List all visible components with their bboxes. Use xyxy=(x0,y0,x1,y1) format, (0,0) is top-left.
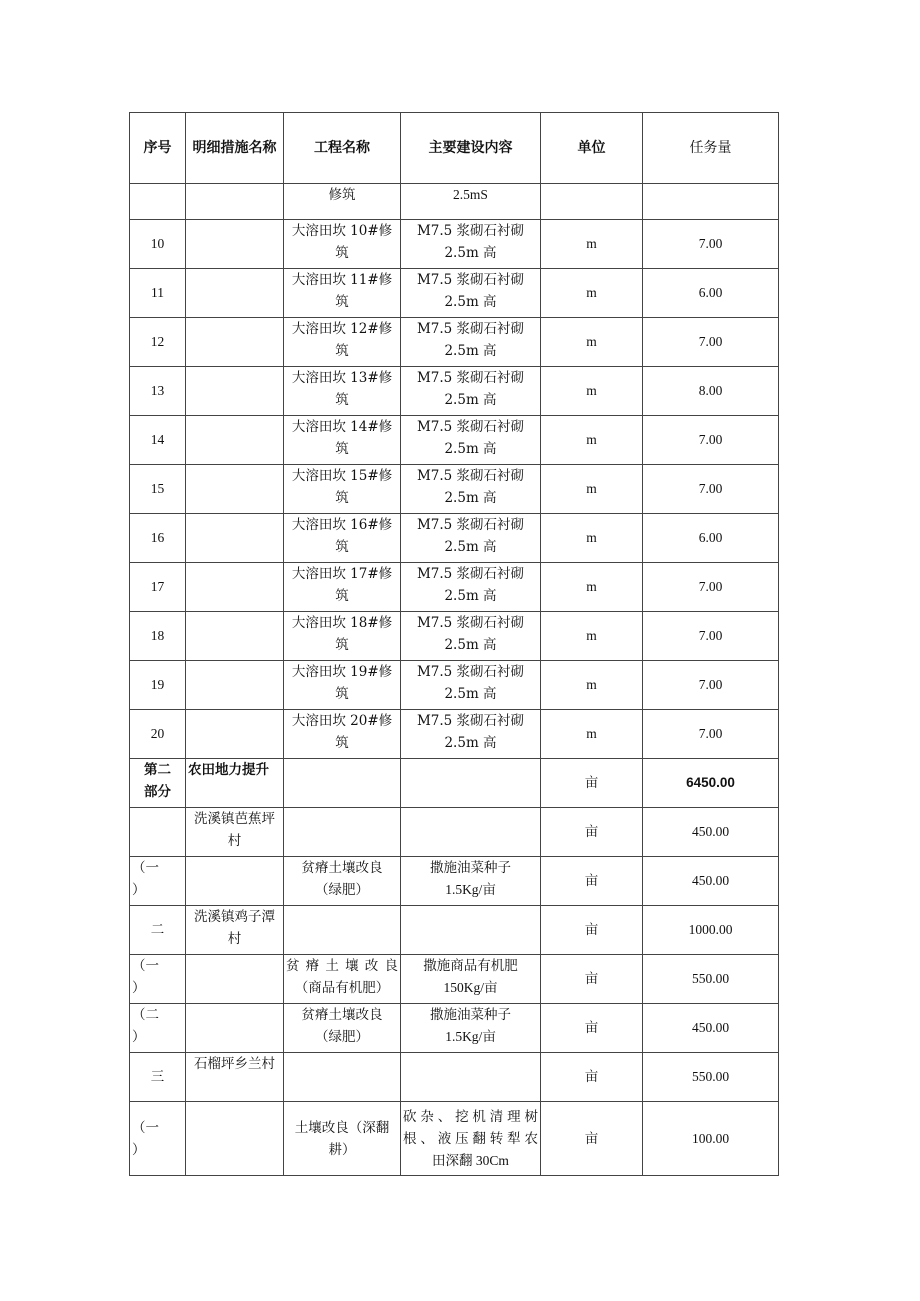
header-cell-no: 序号 xyxy=(130,113,186,184)
build-content: M7.5 浆砌石衬砌 2.5m 高 xyxy=(401,661,541,710)
row-number: （一 ） xyxy=(130,955,186,1004)
build-content: 撒施商品有机肥 150Kg/亩 xyxy=(401,955,541,1004)
project-name: 大溶田坎 11#修 筑 xyxy=(284,269,401,318)
row-number: 14 xyxy=(130,416,186,465)
build-content: M7.5 浆砌石衬砌 2.5m 高 xyxy=(401,416,541,465)
measure-name: 农田地力提升 xyxy=(186,759,284,808)
build-content: 撒施油菜种子 1.5Kg/亩 xyxy=(401,1004,541,1053)
quantity: 7.00 xyxy=(643,416,779,465)
header-cell-content: 主要建设内容 xyxy=(401,113,541,184)
row-number: （一 ） xyxy=(130,857,186,906)
table-row-village-1-item-1 xyxy=(130,857,779,906)
project-name: 大溶田坎 19#修 筑 xyxy=(284,661,401,710)
table-row xyxy=(130,416,779,465)
measure-name xyxy=(186,220,284,269)
unit: m xyxy=(541,416,643,465)
table-row xyxy=(130,220,779,269)
table-row-village-3 xyxy=(130,1053,779,1102)
measure-name xyxy=(186,318,284,367)
project-name: 土壤改良（深翻 耕） xyxy=(284,1102,401,1176)
quantity: 6450.00 xyxy=(643,759,779,808)
table-row-village-2 xyxy=(130,906,779,955)
quantity: 6.00 xyxy=(643,514,779,563)
table-row xyxy=(130,661,779,710)
table-row-village-2-item-2 xyxy=(130,1004,779,1053)
build-content: M7.5 浆砌石衬砌 2.5m 高 xyxy=(401,710,541,759)
measure-name xyxy=(186,514,284,563)
row-number: 二 xyxy=(130,906,186,955)
build-content: M7.5 浆砌石衬砌 2.5m 高 xyxy=(401,612,541,661)
measure-name: 洗溪镇芭蕉坪 村 xyxy=(186,808,284,857)
row-number: 三 xyxy=(130,1053,186,1102)
build-content: M7.5 浆砌石衬砌 2.5m 高 xyxy=(401,514,541,563)
row-number: 17 xyxy=(130,563,186,612)
build-content: M7.5 浆砌石衬砌 2.5m 高 xyxy=(401,465,541,514)
build-content: M7.5 浆砌石衬砌 2.5m 高 xyxy=(401,367,541,416)
build-content: 2.5mS xyxy=(401,184,541,220)
row-number: 13 xyxy=(130,367,186,416)
project-name: 修筑 xyxy=(284,184,401,220)
quantity: 1000.00 xyxy=(643,906,779,955)
project-name: 大溶田坎 18#修 筑 xyxy=(284,612,401,661)
header-cell-unit: 单位 xyxy=(541,113,643,184)
measure-name xyxy=(186,416,284,465)
row-number: （二 ） xyxy=(130,1004,186,1053)
measure-name xyxy=(186,661,284,710)
table-row xyxy=(130,367,779,416)
unit: m xyxy=(541,367,643,416)
quantity: 7.00 xyxy=(643,661,779,710)
unit: 亩 xyxy=(541,857,643,906)
table-row xyxy=(130,269,779,318)
measure-name xyxy=(186,367,284,416)
header-row xyxy=(130,113,779,184)
unit: m xyxy=(541,318,643,367)
unit: 亩 xyxy=(541,1053,643,1102)
project-name: 大溶田坎 10#修 筑 xyxy=(284,220,401,269)
unit: m xyxy=(541,269,643,318)
project-name: 大溶田坎 16#修 筑 xyxy=(284,514,401,563)
quantity: 7.00 xyxy=(643,318,779,367)
quantity: 7.00 xyxy=(643,612,779,661)
row-number: 第二 部分 xyxy=(130,759,186,808)
unit: m xyxy=(541,661,643,710)
table-row-continued xyxy=(130,184,779,220)
measure-name xyxy=(186,269,284,318)
quantity: 450.00 xyxy=(643,857,779,906)
quantity: 7.00 xyxy=(643,563,779,612)
table-row xyxy=(130,465,779,514)
table-row-part2 xyxy=(130,759,779,808)
project-name: 大溶田坎 20#修 筑 xyxy=(284,710,401,759)
table-row xyxy=(130,318,779,367)
unit: 亩 xyxy=(541,1004,643,1053)
table-row-village-2-item-1 xyxy=(130,955,779,1004)
row-number: 16 xyxy=(130,514,186,563)
measures-table xyxy=(129,112,779,1176)
row-number: 11 xyxy=(130,269,186,318)
table-row xyxy=(130,612,779,661)
quantity: 450.00 xyxy=(643,808,779,857)
unit: m xyxy=(541,220,643,269)
unit: m xyxy=(541,563,643,612)
project-name: 大溶田坎 13#修 筑 xyxy=(284,367,401,416)
header-cell-measure: 明细措施名称 xyxy=(186,113,284,184)
project-name: 贫瘠土壤改良 （商品有机肥） xyxy=(284,955,401,1004)
unit: 亩 xyxy=(541,1102,643,1176)
unit: m xyxy=(541,710,643,759)
project-name: 大溶田坎 15#修 筑 xyxy=(284,465,401,514)
header-cell-quantity: 任务量 xyxy=(643,113,779,184)
build-content: 撒施油菜种子 1.5Kg/亩 xyxy=(401,857,541,906)
unit: m xyxy=(541,514,643,563)
project-name: 大溶田坎 14#修 筑 xyxy=(284,416,401,465)
row-number: 19 xyxy=(130,661,186,710)
quantity: 6.00 xyxy=(643,269,779,318)
quantity: 550.00 xyxy=(643,1053,779,1102)
project-name: 贫瘠土壤改良 （绿肥） xyxy=(284,1004,401,1053)
table-row-village-1 xyxy=(130,808,779,857)
build-content: M7.5 浆砌石衬砌 2.5m 高 xyxy=(401,318,541,367)
measure-name: 洗溪镇鸡子潭 村 xyxy=(186,906,284,955)
quantity: 100.00 xyxy=(643,1102,779,1176)
table-row xyxy=(130,710,779,759)
unit: m xyxy=(541,612,643,661)
table-row xyxy=(130,563,779,612)
build-content: M7.5 浆砌石衬砌 2.5m 高 xyxy=(401,269,541,318)
measure-name xyxy=(186,710,284,759)
measure-name xyxy=(186,563,284,612)
quantity: 550.00 xyxy=(643,955,779,1004)
measure-name xyxy=(186,465,284,514)
quantity: 7.00 xyxy=(643,465,779,514)
project-name: 大溶田坎 17#修 筑 xyxy=(284,563,401,612)
unit: 亩 xyxy=(541,955,643,1004)
row-number: 12 xyxy=(130,318,186,367)
quantity: 7.00 xyxy=(643,220,779,269)
unit: 亩 xyxy=(541,808,643,857)
quantity: 450.00 xyxy=(643,1004,779,1053)
measure-name: 石榴坪乡兰村 xyxy=(186,1053,284,1102)
row-number: （一 ） xyxy=(130,1102,186,1176)
header-cell-project: 工程名称 xyxy=(284,113,401,184)
build-content: M7.5 浆砌石衬砌 2.5m 高 xyxy=(401,563,541,612)
unit: 亩 xyxy=(541,906,643,955)
table-row-village-3-item-1 xyxy=(130,1102,779,1176)
build-content: 砍杂、挖机清理树 根、液压翻转犁农 田深翻 30Cm xyxy=(401,1102,541,1176)
quantity: 8.00 xyxy=(643,367,779,416)
unit: 亩 xyxy=(541,759,643,808)
table-row xyxy=(130,514,779,563)
build-content: M7.5 浆砌石衬砌 2.5m 高 xyxy=(401,220,541,269)
quantity: 7.00 xyxy=(643,710,779,759)
measure-name xyxy=(186,612,284,661)
row-number: 18 xyxy=(130,612,186,661)
project-name: 大溶田坎 12#修 筑 xyxy=(284,318,401,367)
project-name: 贫瘠土壤改良 （绿肥） xyxy=(284,857,401,906)
row-number: 20 xyxy=(130,710,186,759)
row-number: 10 xyxy=(130,220,186,269)
row-number: 15 xyxy=(130,465,186,514)
unit: m xyxy=(541,465,643,514)
